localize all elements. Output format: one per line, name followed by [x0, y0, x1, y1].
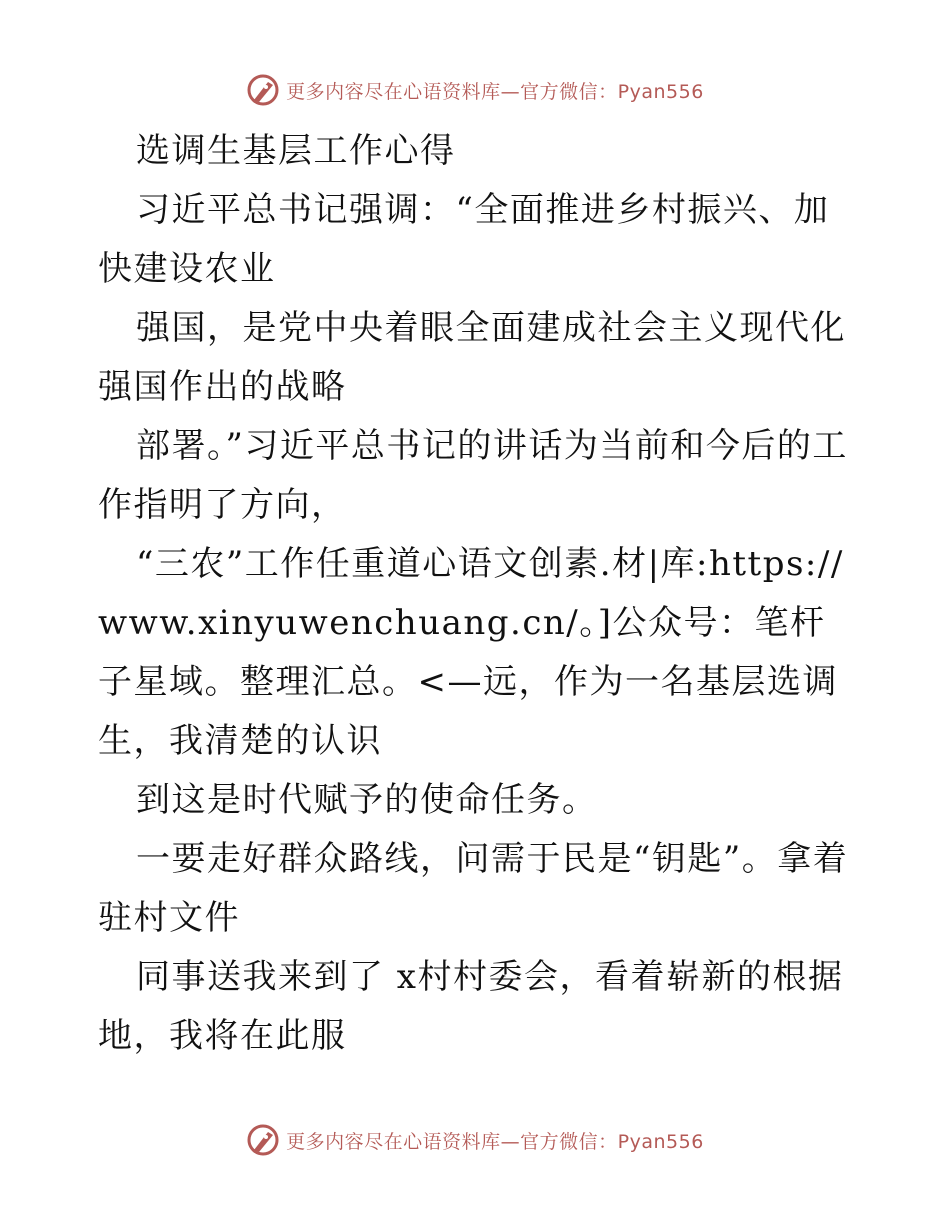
pen-nib-logo-icon — [246, 73, 280, 107]
footer-watermark-banner — [0, 1120, 950, 1160]
document-body — [98, 122, 858, 1066]
pen-nib-logo-icon — [246, 1123, 280, 1157]
paragraph-6: 一要走好群众路线，问需于民是“钥匙”。拿着驻村文件 — [98, 839, 849, 938]
header-watermark-banner — [0, 70, 950, 110]
paragraph-4: “三农”工作任重道心语文创素.材|库:https://www.xinyuwenchuang.cn/。]公众号：笔杆子星域。整理汇总。<—远，作为一名基层选调生，我清楚的认识 — [98, 544, 844, 761]
paragraph-3: 部署。”习近平总书记的讲话为当前和今后的工作指明了方向， — [98, 426, 848, 525]
paragraph-2: 强国，是党中央着眼全面建成社会主义现代化强国作出的战略 — [98, 308, 846, 407]
footer-watermark-text: 更多内容尽在心语资料库—官方微信：Pyan556 — [286, 1130, 704, 1153]
header-watermark-text: 更多内容尽在心语资料库—官方微信：Pyan556 — [286, 80, 704, 103]
paragraph-5: 到这是时代赋予的使命任务。 — [136, 780, 598, 820]
paragraph-7: 同事送我来到了 x村村委会，看着崭新的根据地，我将在此服 — [98, 957, 844, 1056]
document-title: 选调生基层工作心得 — [136, 131, 456, 171]
paragraph-1: 习近平总书记强调：“全面推进乡村振兴、加快建设农业 — [98, 190, 830, 289]
